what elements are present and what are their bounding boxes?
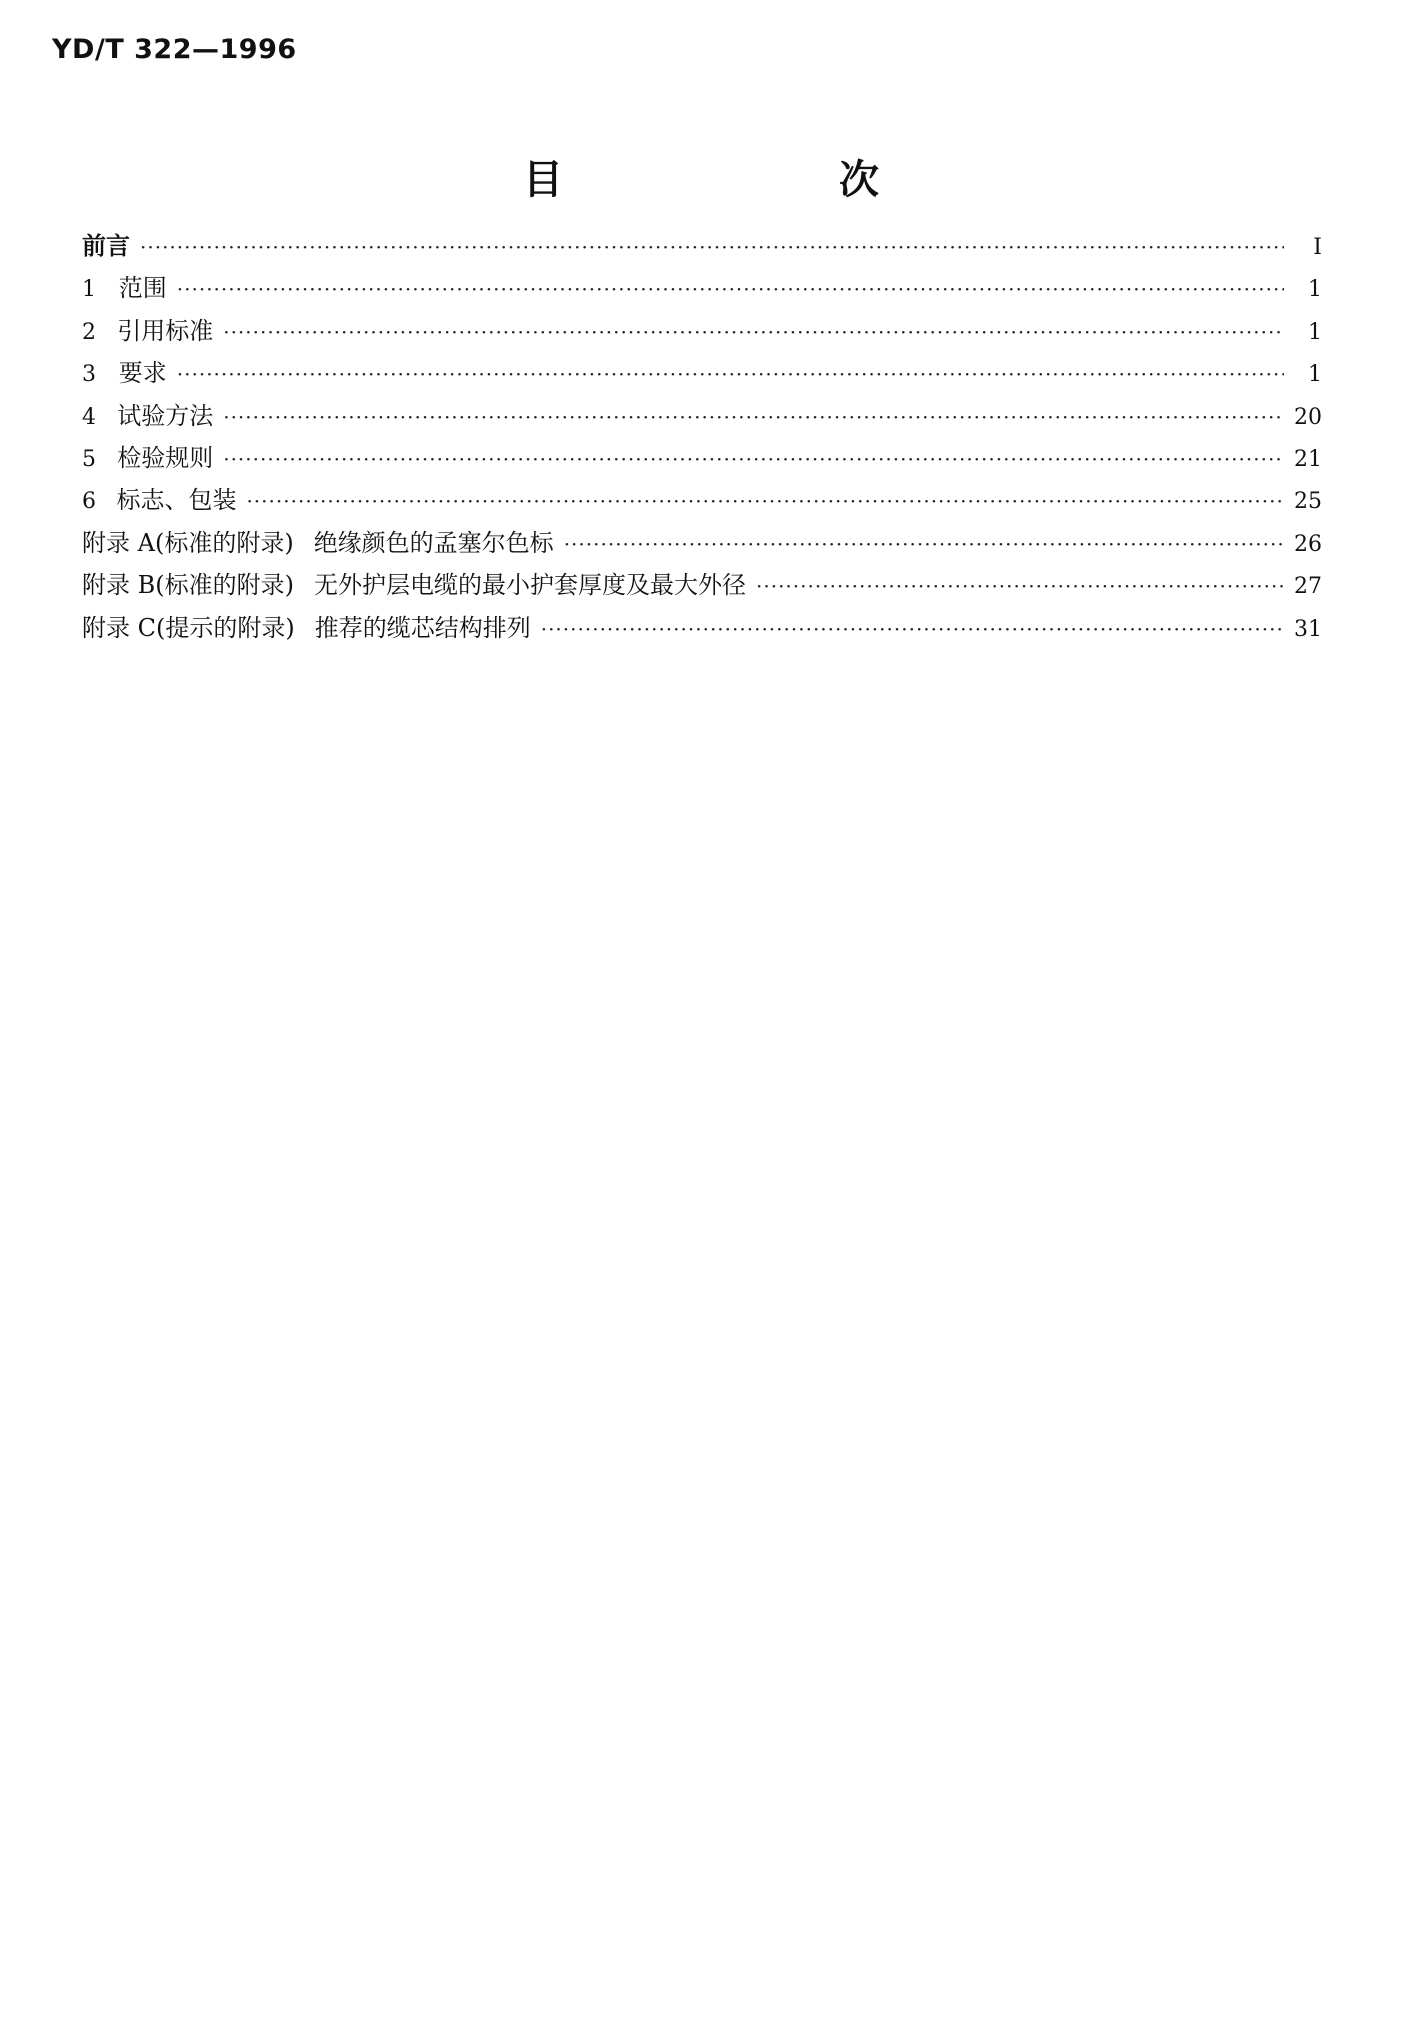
toc-entry-label: 附录 B(标准的附录) bbox=[82, 571, 294, 600]
toc-entry-label: 试验方法 bbox=[117, 401, 214, 430]
toc-entry-label: 检验规则 bbox=[117, 443, 214, 472]
toc-entry-2[interactable] bbox=[82, 311, 1322, 353]
toc-entry-number: 6 bbox=[82, 489, 96, 515]
toc-entry-label: 引用标准 bbox=[117, 316, 214, 345]
dot-leader bbox=[177, 362, 1284, 386]
standard-code: YD/T 322—1996 bbox=[52, 34, 297, 65]
toc-entry-page: 26 bbox=[1294, 531, 1322, 557]
toc-entry-1[interactable] bbox=[82, 268, 1322, 310]
toc-entry-label: 要求 bbox=[118, 359, 167, 388]
toc-entry-number: 2 bbox=[82, 319, 96, 345]
toc-entry-4[interactable] bbox=[82, 396, 1322, 438]
toc-entry-page: 31 bbox=[1294, 616, 1322, 642]
toc-entry-appendix-c[interactable] bbox=[82, 608, 1322, 650]
toc-entry-page: 1 bbox=[1308, 277, 1322, 303]
toc-entry-page: 27 bbox=[1294, 574, 1322, 600]
toc-entry-number: 4 bbox=[82, 404, 96, 430]
toc-entry-foreword[interactable] bbox=[82, 226, 1322, 268]
toc-entry-appendix-a[interactable] bbox=[82, 523, 1322, 565]
dot-leader bbox=[246, 489, 1284, 513]
toc-entry-number: 5 bbox=[82, 446, 96, 472]
toc-entry-label: 前言 bbox=[82, 232, 130, 260]
toc-entry-5[interactable] bbox=[82, 438, 1322, 480]
table-of-contents bbox=[82, 226, 1322, 650]
toc-entry-label: 范围 bbox=[118, 274, 167, 303]
toc-entry-page: 25 bbox=[1294, 489, 1322, 515]
toc-entry-number: 3 bbox=[82, 362, 96, 388]
toc-entry-subtitle: 无外护层电缆的最小护套厚度及最大外径 bbox=[314, 571, 746, 600]
toc-entry-subtitle: 绝缘颜色的孟塞尔色标 bbox=[313, 528, 554, 557]
dot-leader bbox=[223, 447, 1284, 471]
toc-entry-number: 1 bbox=[82, 277, 96, 303]
toc-entry-6[interactable] bbox=[82, 480, 1322, 522]
dot-leader bbox=[223, 405, 1284, 429]
page-title: 目 次 bbox=[523, 157, 997, 203]
toc-entry-subtitle: 推荐的缆芯结构排列 bbox=[314, 613, 531, 642]
toc-entry-page: 21 bbox=[1294, 446, 1322, 472]
dot-leader bbox=[756, 574, 1284, 598]
toc-entry-page: I bbox=[1313, 235, 1322, 260]
toc-entry-page: 1 bbox=[1308, 319, 1322, 345]
toc-entry-3[interactable] bbox=[82, 353, 1322, 395]
toc-entry-page: 20 bbox=[1294, 404, 1322, 430]
dot-leader bbox=[564, 532, 1284, 556]
toc-entry-page: 1 bbox=[1308, 362, 1322, 388]
dot-leader bbox=[541, 617, 1284, 641]
dot-leader bbox=[140, 235, 1284, 259]
dot-leader bbox=[223, 320, 1284, 344]
toc-entry-label: 附录 C(提示的附录) bbox=[82, 613, 295, 642]
toc-entry-appendix-b[interactable] bbox=[82, 565, 1322, 607]
dot-leader bbox=[177, 277, 1284, 301]
toc-entry-label: 标志、包装 bbox=[116, 486, 237, 515]
toc-entry-label: 附录 A(标准的附录) bbox=[82, 528, 294, 557]
